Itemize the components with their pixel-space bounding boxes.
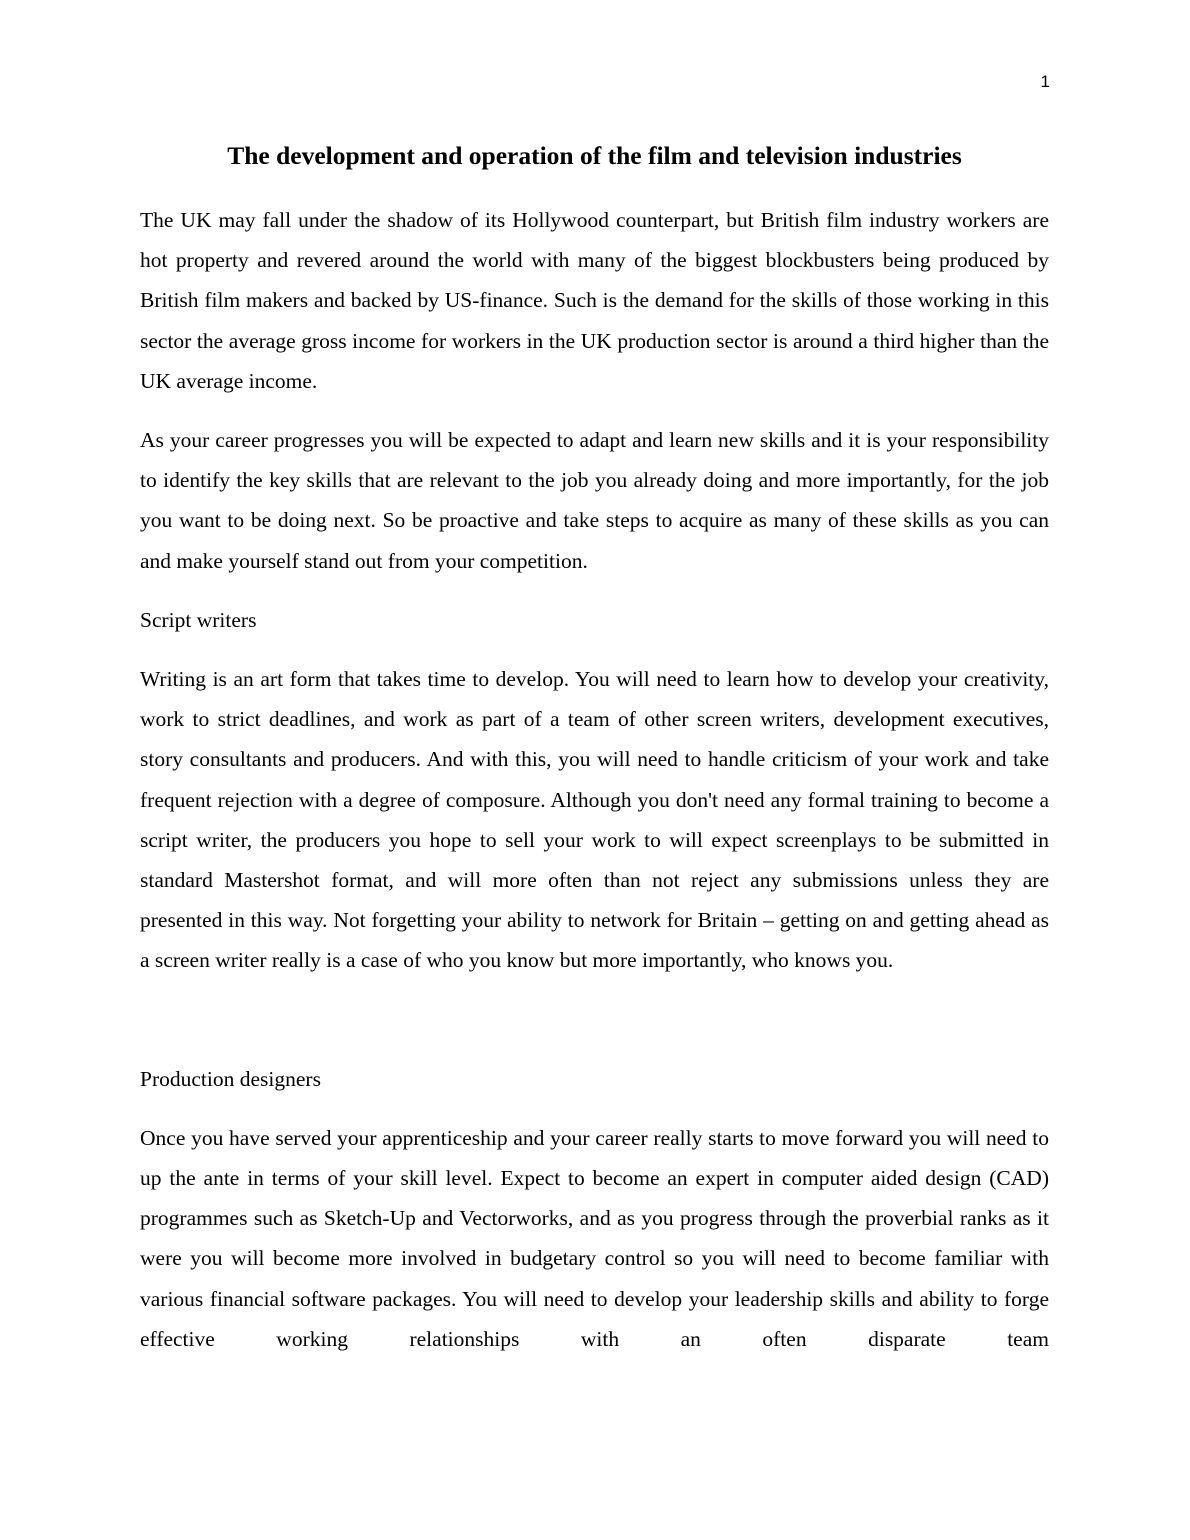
intro-paragraph: As your career progresses you will be expected to adapt and learn new skills and it is your responsibility to identify the key skills that are relevant to the job you already doing and more importantly, for the job you want to be doing next. So be proactive and take steps to acquire as many of these skills as you can and make yourself stand out from your competition. [140,428,1049,573]
page-number: 1 [1040,72,1050,91]
document-title: The development and operation of the film and television industries [227,141,962,170]
section-production-designers [140,1059,1049,1359]
section-paragraph: Once you have served your apprenticeship and your career really starts to move forward you will need to up the ante in terms of your skill level. Expect to become an expert in computer aided design (CAD) programmes such as Sketch-Up and Vectorworks, and as you progress through the proverbial ranks as it were you will become more involved in budgetary control so you will need to become familiar with various financial software packages. You will need to develop your leadership skills and ability to forge effective working relationships with an often disparate team [140,1125,1049,1351]
intro-paragraph: The UK may fall under the shadow of its Hollywood counterpart, but British film industry workers are hot property and revered around the world with many of the biggest blockbusters being produced by British film makers and backed by US-finance. Such is the demand for the skills of those working in this sector the average gross income for workers in the UK production sector is around a third higher than the UK average income. [140,208,1049,393]
section-heading: Production designers [140,1066,321,1091]
section-script-writers [140,600,1049,981]
section-heading: Script writers [140,607,257,632]
document-body [140,138,1049,1378]
blank-line [140,1000,1049,1059]
section-paragraph: Writing is an art form that takes time to develop. You will need to learn how to develop your creativity, work to strict deadlines, and work as part of a team of other screen writers, development executives, story consultants and producers. And with this, you will need to handle criticism of your work and take frequent rejection with a degree of composure. Although you don't need any formal training to become a script writer, the producers you hope to sell your work to will expect screenplays to be submitted in standard Mastershot format, and will more often than not reject any submissions unless they are presented in this way. Not forgetting your ability to network for Britain – getting on and getting ahead as a screen writer really is a case of who you know but more importantly, who knows you. [140,667,1049,973]
